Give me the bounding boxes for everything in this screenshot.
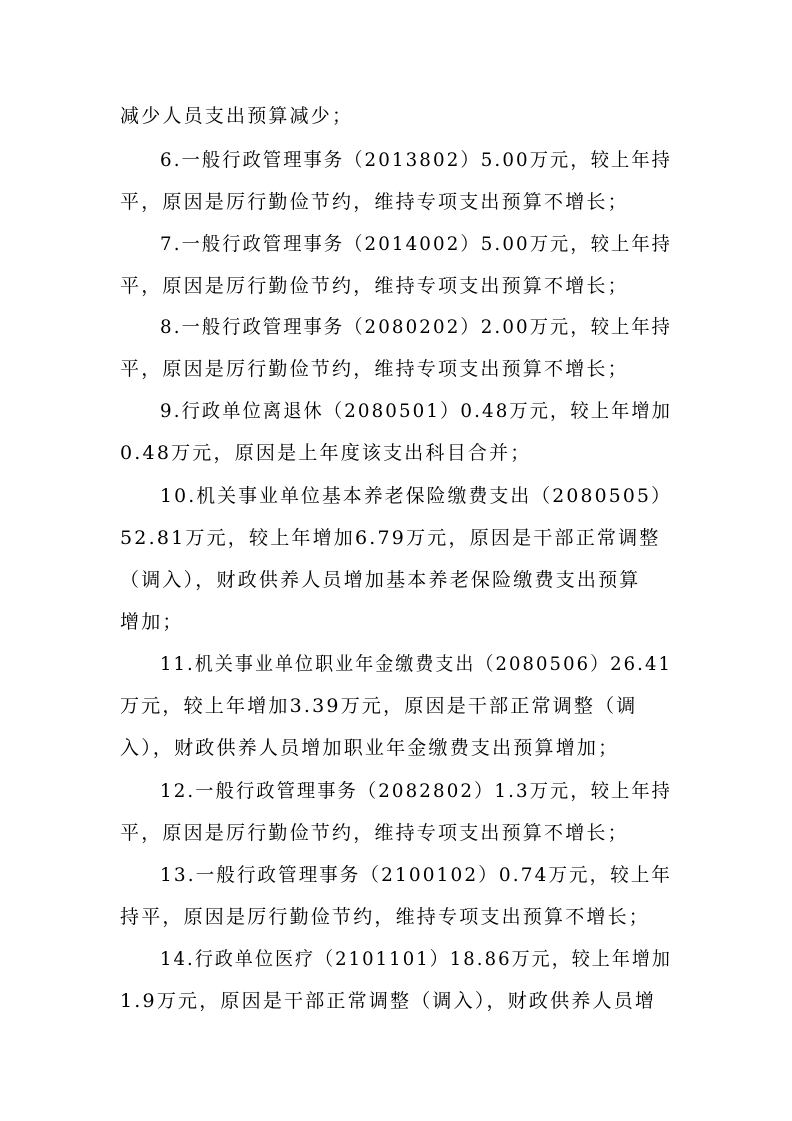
line-text: 1.9万元，原因是干部正常调整（调入），财政供养人员增: [120, 990, 657, 1012]
line-text: 平，原因是厉行勤俭节约，维持专项支出预算不增长；: [120, 191, 629, 213]
text-line: [0, 391, 792, 431]
text-line: [0, 728, 792, 768]
line-text: 持平，原因是厉行勤俭节约，维持专项支出预算不增长；: [120, 906, 651, 928]
text-line: [0, 433, 792, 473]
line-text: 减少人员支出预算减少；: [120, 105, 354, 127]
text-line: [0, 224, 792, 264]
text-line: [0, 518, 792, 558]
line-text: 8.一般行政管理事务（2080202）2.00万元，较上年持: [160, 316, 673, 338]
line-text: 平，原因是厉行勤俭节约，维持专项支出预算不增长；: [120, 358, 629, 380]
line-text: 52.81万元，较上年增加6.79万元，原因是干部正常调整: [120, 527, 661, 549]
text-line: [0, 96, 792, 136]
line-text: 10.机关事业单位基本养老保险缴费支出（2080505）: [160, 485, 673, 507]
text-line: [0, 686, 792, 726]
line-text: 万元，较上年增加3.39万元，原因是干部正常调整（调: [120, 695, 638, 717]
line-text: 14.行政单位医疗（2101101）18.86万元，较上年增加: [160, 948, 672, 970]
text-line: [0, 644, 792, 684]
line-text: 9.行政单位离退休（2080501）0.48万元，较上年增加: [160, 400, 673, 422]
text-line: [0, 897, 792, 937]
text-line: [0, 140, 792, 180]
line-text: 0.48万元，原因是上年度该支出科目合并；: [120, 442, 532, 464]
line-text: 平，原因是厉行勤俭节约，维持专项支出预算不增长；: [120, 822, 629, 844]
line-text: （调入），财政供养人员增加基本养老保险缴费支出预算: [120, 569, 641, 591]
line-text: 入），财政供养人员增加职业年金缴费支出预算增加；: [120, 737, 620, 759]
text-line: [0, 981, 792, 1021]
text-line: [0, 560, 792, 600]
text-line: [0, 771, 792, 811]
line-text: 12.一般行政管理事务（2082802）1.3万元，较上年持: [160, 780, 673, 802]
line-text: 11.机关事业单位职业年金缴费支出（2080506）26.41: [160, 653, 672, 675]
line-text: 增加；: [120, 611, 184, 633]
text-line: [0, 266, 792, 306]
text-line: [0, 182, 792, 222]
line-text: 13.一般行政管理事务（2100102）0.74万元，较上年: [160, 864, 673, 886]
text-line: [0, 476, 792, 516]
text-line: [0, 307, 792, 347]
text-line: [0, 939, 792, 979]
text-line: [0, 855, 792, 895]
text-line: [0, 813, 792, 853]
text-line: [0, 349, 792, 389]
line-text: 6.一般行政管理事务（2013802）5.00万元，较上年持: [160, 149, 673, 171]
text-line: [0, 602, 792, 642]
line-text: 平，原因是厉行勤俭节约，维持专项支出预算不增长；: [120, 275, 629, 297]
line-text: 7.一般行政管理事务（2014002）5.00万元，较上年持: [160, 233, 673, 255]
